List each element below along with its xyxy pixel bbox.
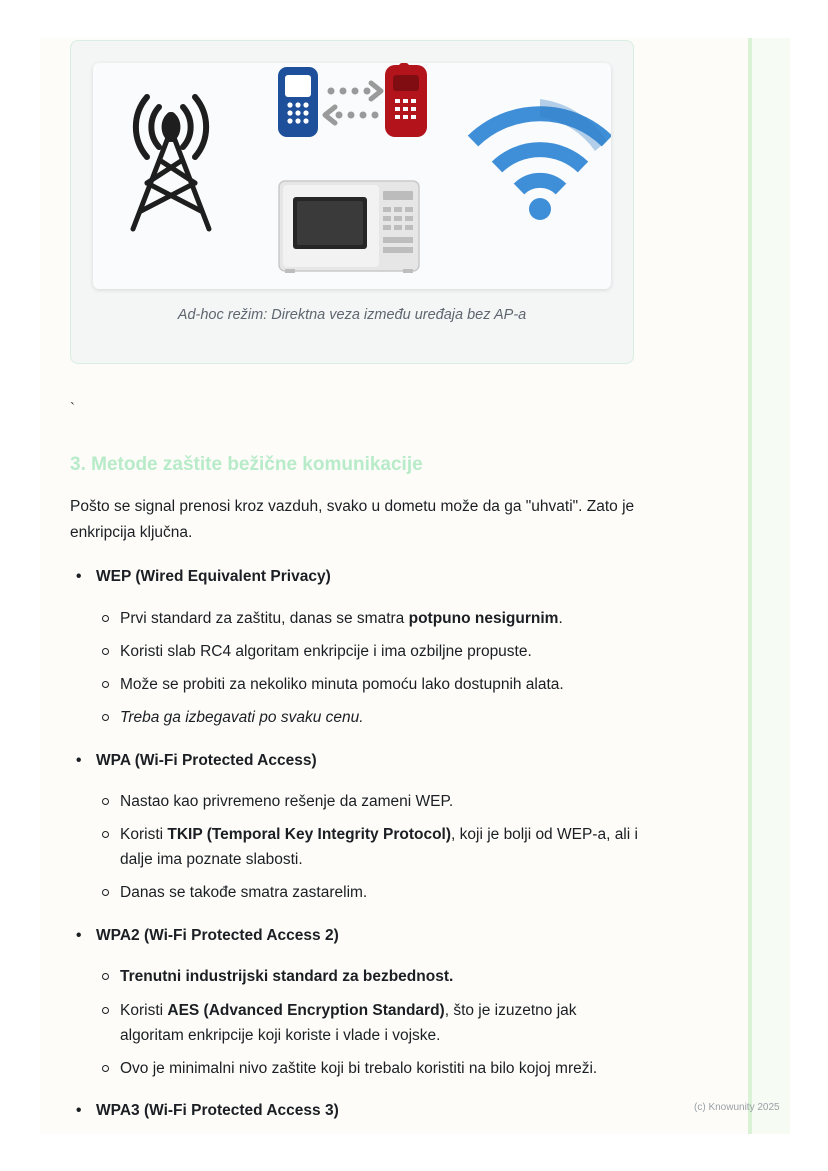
figure-card bbox=[70, 40, 634, 364]
wep-b1-end: . bbox=[558, 610, 563, 627]
wpa-bullet-3 bbox=[100, 880, 640, 905]
wpa2-b2-emphasis: AES (Advanced Encryption Standard) bbox=[167, 1002, 445, 1019]
list-item-wpa2 bbox=[70, 927, 339, 945]
wpa-b2-end: , koji je bolji od WEP-a, ali i dalje ima poznate slabosti. bbox=[120, 826, 638, 868]
wep-title: • WEP (Wired Equivalent Privacy) bbox=[96, 568, 331, 585]
wep-bullet-2 bbox=[100, 639, 640, 664]
document-page bbox=[40, 38, 790, 1134]
list-item-wpa bbox=[70, 752, 317, 770]
wep-b1-text: Prvi standard za zaštitu, danas se smatra bbox=[120, 610, 409, 627]
wpa2-b2-end: , što je izuzetno jak algoritam enkripcije koji koriste i vlade i vojske. bbox=[120, 1002, 577, 1044]
section-intro: Pošto se signal prenosi kroz vazduh, svako u dometu može da ga "uhvati". Zato je enkripcija ključna. bbox=[70, 498, 635, 541]
wpa-b3-text: Danas se takođe smatra zastarelim. bbox=[120, 884, 368, 901]
wpa-bullet-2 bbox=[100, 822, 640, 872]
section-title: 3. Metode zaštite bežične komunikacije bbox=[70, 454, 423, 475]
wpa2-title: • WPA2 (Wi-Fi Protected Access 2) bbox=[96, 927, 339, 944]
list-item-wep bbox=[70, 568, 331, 586]
wep-b3-text: Može se probiti za nekoliko minuta pomoću lako dostupnih alata. bbox=[120, 676, 564, 693]
wpa-b2-emphasis: TKIP (Temporal Key Integrity Protocol) bbox=[167, 826, 452, 843]
wpa2-bullet-1 bbox=[100, 964, 640, 989]
radio-tower-icon bbox=[103, 75, 239, 237]
wpa3-title: • WPA3 (Wi-Fi Protected Access 3) bbox=[96, 1102, 339, 1119]
wifi-icon bbox=[467, 97, 611, 227]
wpa-b1-text: Nastao kao privremeno rešenje da zameni WEP. bbox=[120, 793, 454, 810]
wpa2-b2-text: Koristi bbox=[120, 1002, 168, 1019]
wep-bullet-3 bbox=[100, 672, 640, 697]
wpa2-b1-text: Trenutni industrijski standard za bezbednost. bbox=[120, 968, 454, 985]
figure-caption: Ad-hoc režim: Direktna veza između uređaja bez AP-a bbox=[177, 307, 527, 323]
wpa-b2-text: Koristi bbox=[120, 826, 168, 843]
wpa2-bullet-3 bbox=[100, 1056, 640, 1081]
wep-b1-emphasis: potpuno nesigurnim bbox=[408, 610, 559, 627]
wpa-bullet-1 bbox=[100, 789, 640, 814]
microwave-icon bbox=[275, 175, 423, 277]
list-item-wpa3 bbox=[70, 1102, 339, 1120]
wpa-title: • WPA (Wi-Fi Protected Access) bbox=[96, 752, 317, 769]
copyright-footer: (c) Knowunity 2025 bbox=[694, 1102, 780, 1113]
wep-bullet-1 bbox=[100, 606, 640, 631]
figure-illustration bbox=[93, 63, 611, 289]
wep-bullet-4 bbox=[100, 705, 640, 730]
wep-b2-text: Koristi slab RC4 algoritam enkripcije i ima ozbiljne propuste. bbox=[120, 643, 532, 660]
wep-b4-text: Treba ga izbegavati po svaku cenu. bbox=[120, 709, 364, 726]
wpa2-b3-text: Ovo je minimalni nivo zaštite koji bi trebalo koristiti na bilo kojoj mreži. bbox=[120, 1060, 598, 1077]
side-pane bbox=[752, 38, 790, 1134]
stray-backtick: ` bbox=[70, 400, 75, 417]
wpa2-bullet-2 bbox=[100, 998, 640, 1048]
phone-pair-icon bbox=[275, 63, 435, 141]
